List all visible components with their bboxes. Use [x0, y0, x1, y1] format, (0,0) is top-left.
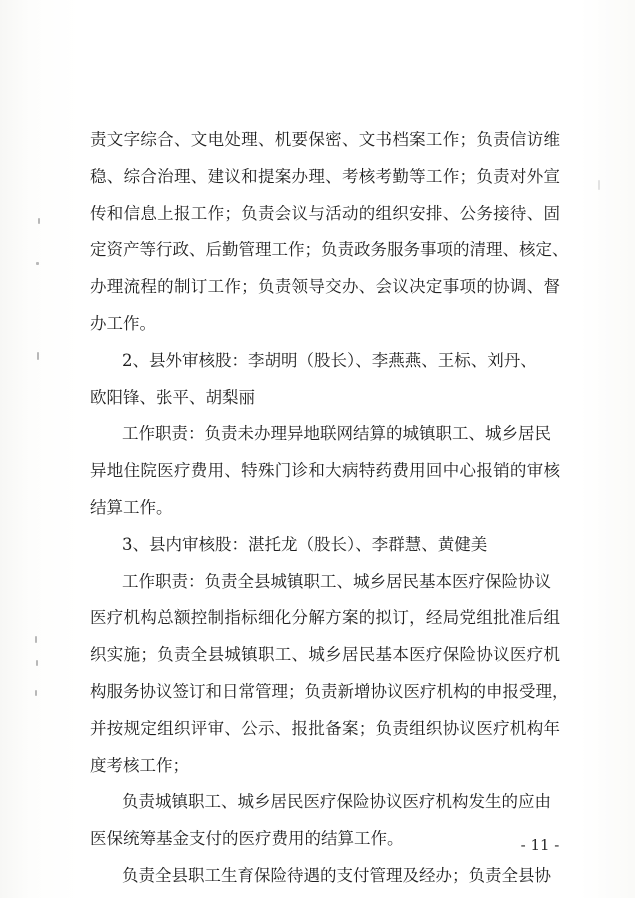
paragraph-line: 责文字综合、文电处理、机要保密、文书档案工作；负责信访维: [90, 130, 560, 149]
paragraph-line: 传和信息上报工作；负责会议与活动的组织安排、公务接待、固: [90, 203, 560, 223]
paragraph-line: 工作职责：负责未办理异地联网结算的城镇职工、城乡居民: [122, 424, 551, 444]
paragraph-line: 办理流程的制订工作；负责领导交办、会议决定事项的协调、督: [90, 277, 560, 297]
page-number: - 11 -: [520, 836, 560, 854]
scan-mark: [38, 218, 40, 224]
scan-mark: [37, 352, 39, 360]
section-heading: 2、县外审核股：李胡明（股长）、李燕燕、王标、刘丹、: [122, 350, 537, 370]
paragraph-line: 定资产等行政、后勤管理工作；负责政务服务事项的清理、核定、: [90, 240, 569, 260]
paragraph-line: 稳、综合治理、建议和提案办理、考核考勤等工作；负责对外宣: [90, 166, 560, 186]
paragraph-line: 欧阳锋、张平、胡梨丽: [90, 387, 255, 407]
scan-mark: [35, 636, 37, 643]
paragraph-line: 工作职责：负责全县城镇职工、城乡居民基本医疗保险协议: [122, 571, 551, 591]
scan-mark: [36, 660, 38, 666]
paragraph-line: 构服务协议签订和日常管理；负责新增协议医疗机构的申报受理，: [90, 681, 569, 701]
scan-mark: [598, 180, 600, 190]
document-body: [90, 122, 569, 895]
paragraph-line: 负责城镇职工、城乡居民医疗保险协议医疗机构发生的应由: [122, 792, 551, 812]
scan-mark: [35, 690, 37, 696]
paragraph-line: 负责全县职工生育保险待遇的支付管理及经办；负责全县协: [122, 865, 551, 885]
paragraph-line: 度考核工作；: [90, 755, 189, 775]
scan-mark: [36, 262, 39, 265]
paragraph-line: 异地住院医疗费用、特殊门诊和大病特药费用回中心报销的审核: [90, 461, 560, 481]
paragraph-line: 并按规定组织评审、公示、报批备案；负责组织协议医疗机构年: [90, 718, 560, 738]
paragraph-line: 医保统筹基金支付的医疗费用的结算工作。: [90, 829, 404, 849]
paragraph-line: 织实施；负责全县城镇职工、城乡居民基本医疗保险协议医疗机: [90, 645, 560, 665]
paragraph-line: 办工作。: [90, 313, 156, 333]
paragraph-line: 医疗机构总额控制指标细化分解方案的拟订，经局党组批准后组: [90, 608, 560, 628]
paragraph-line: 结算工作。: [90, 497, 173, 517]
section-heading: 3、县内审核股：湛托龙（股长）、李群慧、黄健美: [122, 534, 488, 554]
